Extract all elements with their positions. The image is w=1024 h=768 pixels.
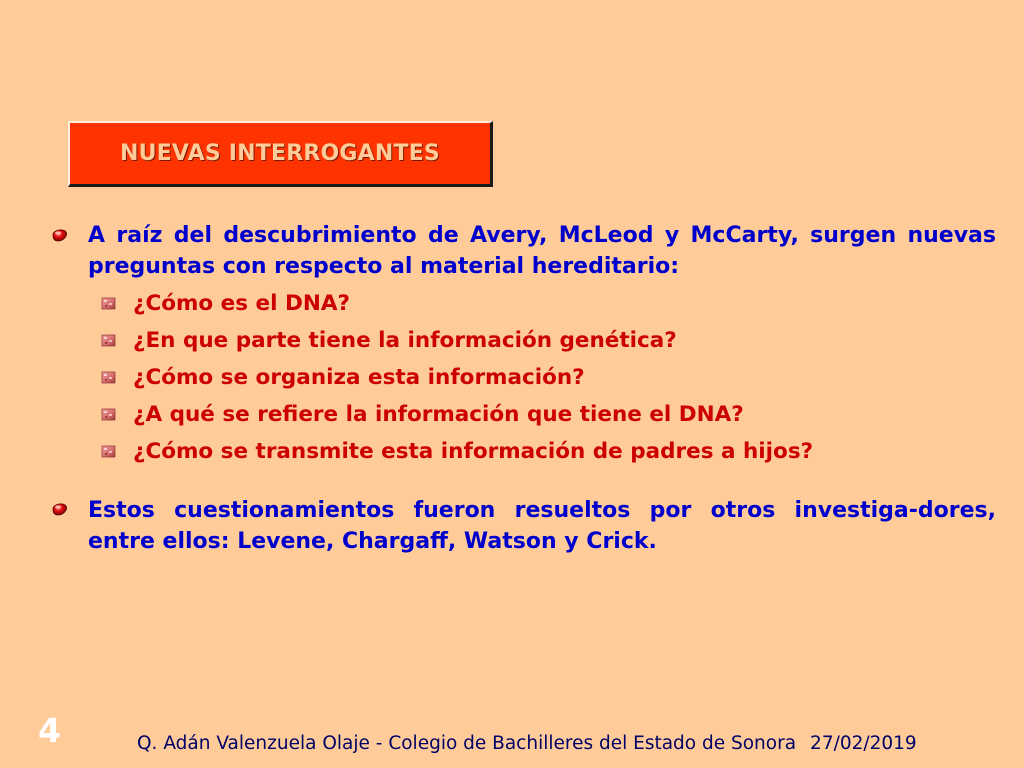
sub-item <box>100 433 813 469</box>
footer <box>137 732 917 756</box>
pink-block-bullet-icon <box>100 369 118 385</box>
bullet-text-2: Estos cuestionamientos fueron resueltos por otros investiga-dores, entre ellos: Levene, Chargaff, Watson y Crick. <box>88 498 996 554</box>
sub-item-text: ¿A qué se refiere la información que tiene el DNA? <box>133 401 744 427</box>
sub-item <box>100 359 585 395</box>
red-glossy-bullet-icon <box>50 502 68 516</box>
title-box <box>68 121 493 187</box>
pink-block-bullet-icon <box>100 332 118 348</box>
bullet-text-1: A raíz del descubrimiento de Avery, McLeod y McCarty, surgen nuevas preguntas con respecto al material hereditario: <box>88 223 996 279</box>
pink-block-bullet-icon <box>100 443 118 459</box>
footer-date: 27/02/2019 <box>810 733 917 754</box>
pink-block-bullet-icon <box>100 295 118 311</box>
page-number: 4 <box>38 711 61 750</box>
sub-item-text: ¿En que parte tiene la información genética? <box>133 327 677 353</box>
sub-item-text: ¿Cómo se organiza esta información? <box>133 364 585 390</box>
sub-item-text: ¿Cómo es el DNA? <box>133 290 350 316</box>
sub-item <box>100 322 677 358</box>
pink-block-bullet-icon <box>100 406 118 422</box>
red-glossy-bullet-icon <box>50 228 68 242</box>
sub-item <box>100 285 350 321</box>
footer-author: Q. Adán Valenzuela Olaje - Colegio de Bachilleres del Estado de Sonora <box>137 733 797 754</box>
slide-title: NUEVAS INTERROGANTES <box>120 141 440 166</box>
sub-item-text: ¿Cómo se transmite esta información de padres a hijos? <box>133 438 814 464</box>
sub-item <box>100 396 744 432</box>
